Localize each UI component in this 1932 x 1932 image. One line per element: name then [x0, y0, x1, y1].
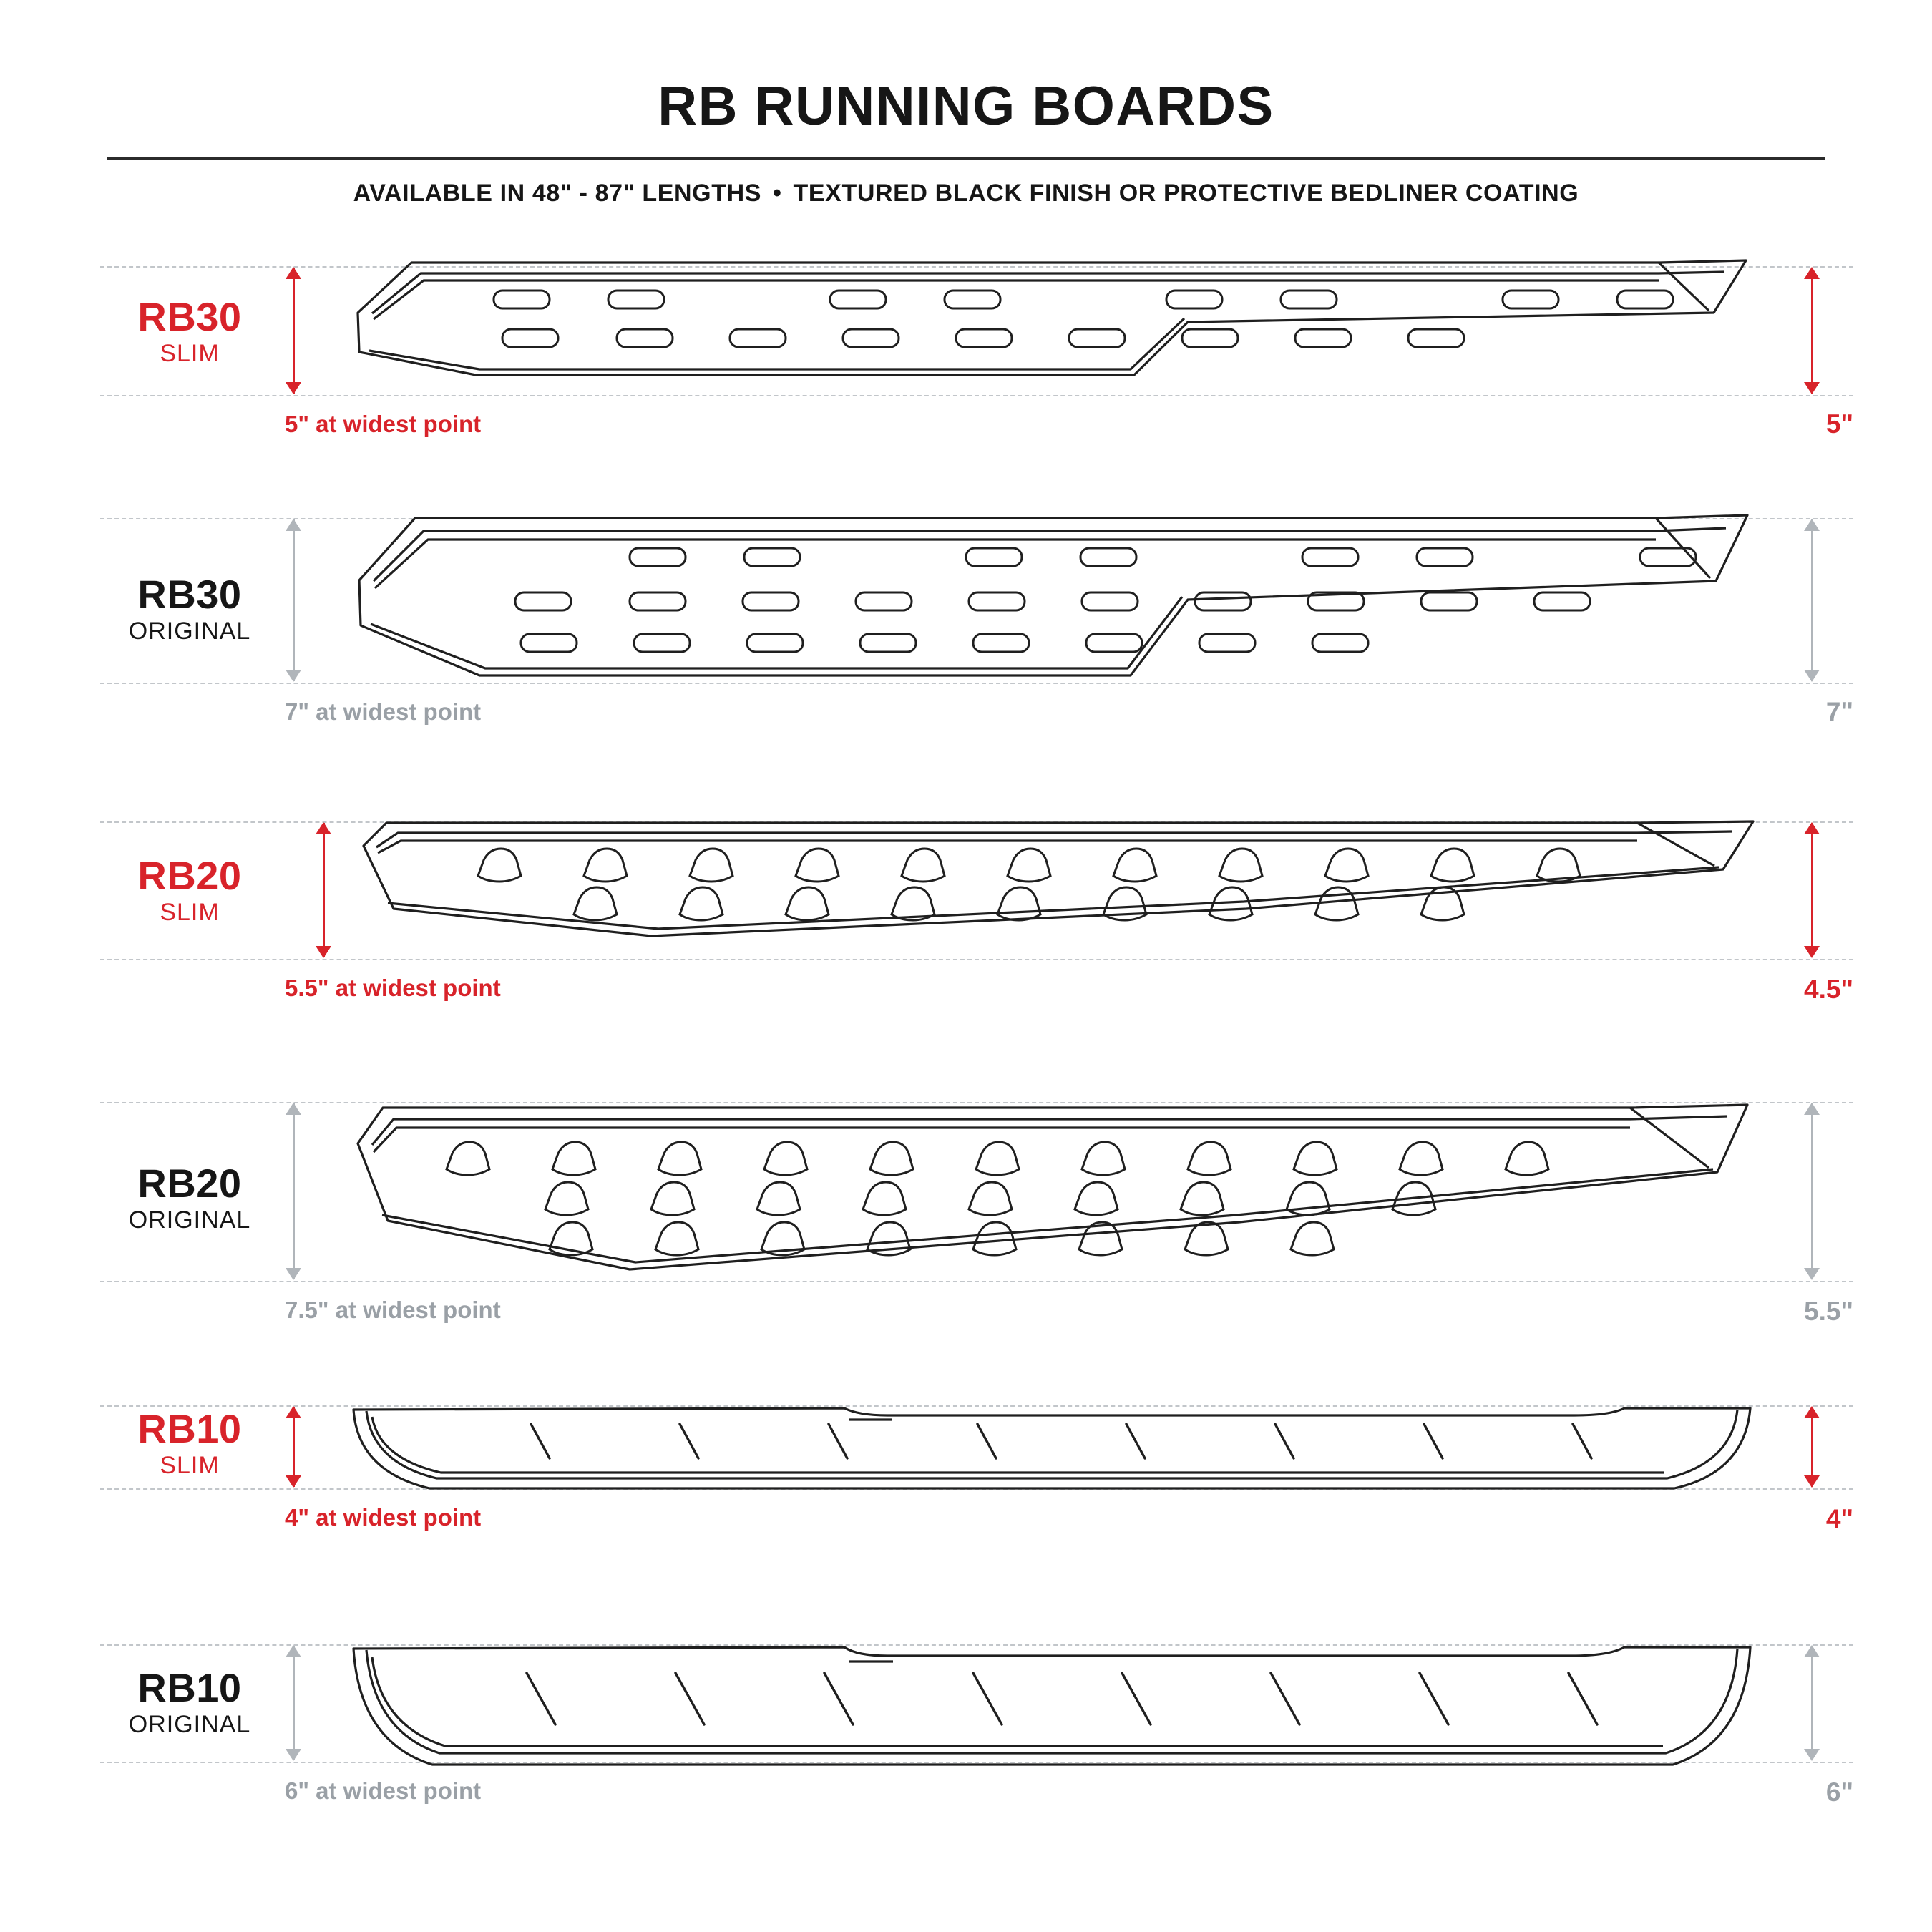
board-rows: [0, 252, 1932, 1853]
row-rb20-original: [0, 1066, 1932, 1374]
row-rb30-slim: [0, 252, 1932, 495]
height-caption: 5": [1825, 409, 1853, 439]
width-caption: 7" at widest point: [285, 698, 482, 725]
width-arrow-left: [292, 268, 295, 394]
subtitle-lengths: AVAILABLE IN 48" - 87" LENGTHS: [353, 180, 762, 207]
model-name: RB30: [137, 294, 242, 339]
height-arrow-right: [1810, 1407, 1813, 1487]
variant-name: ORIGINAL: [128, 1206, 251, 1234]
row-rb20-slim: [0, 780, 1932, 1066]
height-caption: 7": [1825, 697, 1853, 726]
label-rb10-slim: [107, 1408, 272, 1480]
width-arrow-left: [322, 823, 325, 957]
board-illustration-rb10-original: [343, 1627, 1760, 1806]
row-rb10-slim: [0, 1374, 1932, 1610]
board-illustration-rb30-slim: [343, 245, 1760, 409]
width-caption: 5" at widest point: [285, 411, 482, 437]
label-rb30-slim: [107, 296, 272, 368]
model-name: RB10: [137, 1665, 242, 1710]
row-rb10-original: [0, 1610, 1932, 1853]
label-rb20-slim: [107, 855, 272, 927]
variant-name: ORIGINAL: [128, 618, 251, 645]
height-arrow-right: [1810, 823, 1813, 957]
subtitle-bullet: •: [773, 180, 782, 207]
height-caption: 4": [1825, 1504, 1853, 1533]
page-title: RB RUNNING BOARDS: [658, 76, 1274, 137]
width-caption: 7.5" at widest point: [285, 1297, 501, 1323]
label-rb20-original: [107, 1163, 272, 1234]
model-name: RB20: [137, 1161, 242, 1206]
width-arrow-left: [292, 1646, 295, 1760]
width-caption: 5.5" at widest point: [285, 975, 501, 1001]
height-arrow-right: [1810, 1103, 1813, 1279]
board-illustration-rb20-slim: [351, 801, 1767, 980]
label-rb30-original: [107, 574, 272, 645]
model-name: RB10: [137, 1406, 242, 1451]
label-rb10-original: [107, 1667, 272, 1739]
model-name: RB20: [137, 853, 242, 898]
width-arrow-left: [292, 1407, 295, 1487]
width-caption: 4" at widest point: [285, 1504, 482, 1531]
height-arrow-right: [1810, 519, 1813, 681]
board-illustration-rb20-original: [343, 1082, 1760, 1304]
variant-name: SLIM: [160, 899, 220, 927]
width-arrow-left: [292, 519, 295, 681]
width-caption: 6" at widest point: [285, 1777, 482, 1804]
variant-name: SLIM: [160, 1452, 220, 1480]
width-arrow-left: [292, 1103, 295, 1279]
height-caption: 4.5": [1804, 975, 1853, 1004]
height-caption: 5.5": [1804, 1297, 1853, 1326]
header: [0, 0, 1932, 208]
board-illustration-rb30-original: [343, 498, 1760, 698]
row-rb30-original: [0, 495, 1932, 780]
variant-name: SLIM: [160, 340, 220, 368]
height-arrow-right: [1810, 1646, 1813, 1760]
height-caption: 6": [1825, 1777, 1853, 1807]
board-illustration-rb10-slim: [343, 1388, 1760, 1531]
subtitle: [107, 160, 1825, 208]
height-arrow-right: [1810, 268, 1813, 394]
variant-name: ORIGINAL: [128, 1711, 251, 1739]
model-name: RB30: [137, 572, 242, 617]
subtitle-finish: TEXTURED BLACK FINISH OR PROTECTIVE BEDLINER COATING: [793, 180, 1579, 207]
